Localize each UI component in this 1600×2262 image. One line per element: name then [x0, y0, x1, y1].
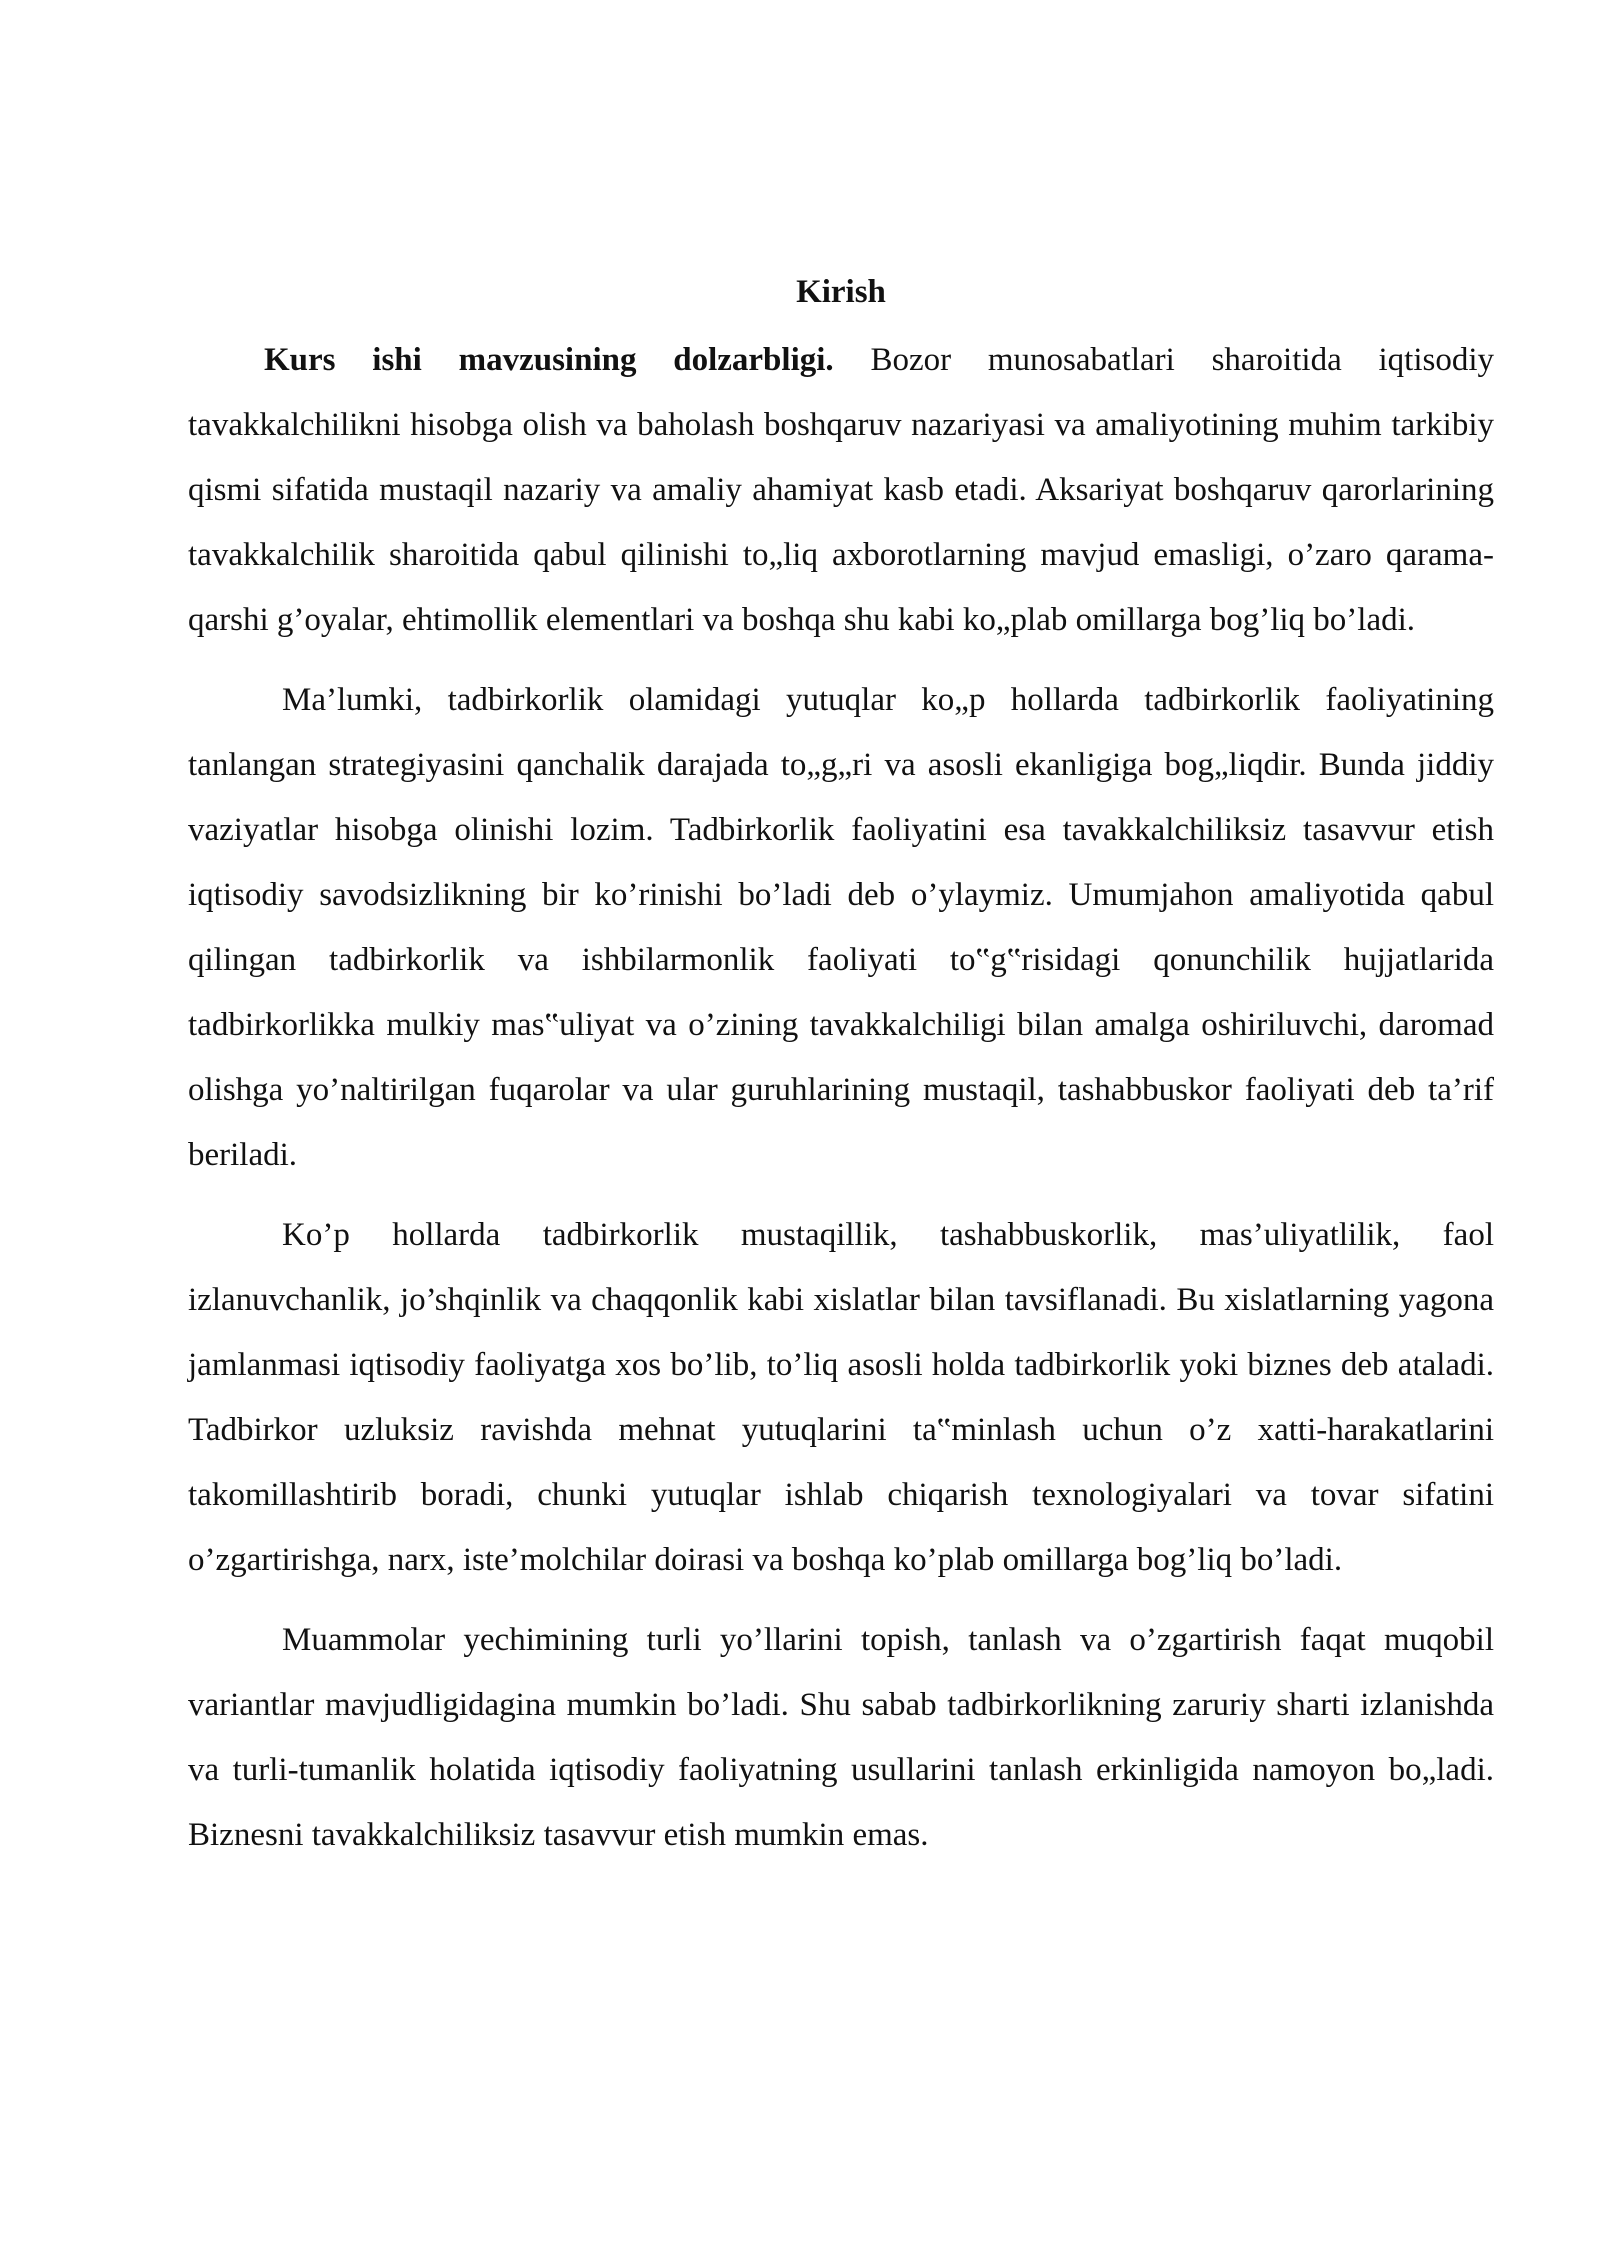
- page-content: [188, 262, 1494, 1883]
- paragraph-3: Ko’p hollarda tadbirkorlik mustaqillik, tashabbuskorlik, mas’uliyatlilik, faol izlanuvchanlik, jo’shqinlik va chaqqonlik kabi xislatlar bilan tavsiflanadi. Bu xislatlarning yagona jamlanmasi iqtisodiy faoliyatga xos bo’lib, to’liq asosli holda tadbirkorlik yoki biznes deb ataladi. Tadbirkor uzluksiz ravishda mehnat yutuqlarini ta‟minlash uchun o’z xatti-harakatlarini takomillashtirib boradi, chunki yutuqlar ishlab chiqarish texnologiyalari va tovar sifatini o’zgartirishga, narx, iste’molchilar doirasi va boshqa ko’plab omillarga bog’liq bo’ladi.: [188, 1217, 1494, 1578]
- paragraph-4: Muammolar yechimining turli yo’llarini topish, tanlash va o’zgartirish faqat muqobil variantlar mavjudligidagina mumkin bo’ladi. Shu sabab tadbirkorlikning zaruriy sharti izlanishda va turli-tumanlik holatida iqtisodiy faoliyatning usullarini tanlash erkinligida namoyon bo„ladi. Biznesni tavakkalchiliksiz tasavvur etish mumkin emas.: [188, 1622, 1494, 1853]
- paragraph-2: Ma’lumki, tadbirkorlik olamidagi yutuqlar ko„p hollarda tadbirkorlik faoliyatining tanlangan strategiyasini qanchalik darajada to„g„ri va asosli ekanligiga bog„liqdir. Bunda jiddiy vaziyatlar hisobga olinishi lozim. Tadbirkorlik faoliyatini esa tavakkalchiliksiz tasavvur etish iqtisodiy savodsizlikning bir ko’rinishi bo’ladi deb o’ylaymiz. Umumjahon amaliyotida qabul qilingan tadbirkorlik va ishbilarmonlik faoliyati to‟g‟risidagi qonunchilik hujjatlarida tadbirkorlikka mulkiy mas‟uliyat va o’zining tavakkalchiligi bilan amalga oshiriluvchi, daromad olishga yo’naltirilgan fuqarolar va ular guruhlarining mustaqil, tashabbuskor faoliyati deb ta’rif beriladi.: [188, 682, 1494, 1173]
- paragraph-1-text: Bozor munosabatlari sharoitida iqtisodiy tavakkalchilikni hisobga olish va baholash boshqaruv nazariyasi va amaliyotining muhim tarkibiy qismi sifatida mustaqil nazariy va amaliy ahamiyat kasb etadi. Aksariyat boshqaruv qarorlarining tavakkalchilik sharoitida qabul qilinishi to„liq axborotlarning mavjud emasligi, o’zaro qarama-qarshi g’oyalar, ehtimollik elementlari va boshqa shu kabi ko„plab omillarga bog’liq bo’ladi.: [188, 342, 1495, 638]
- section-heading: Kirish: [796, 274, 886, 310]
- paragraph-1-lead: Kurs ishi mavzusining dolzarbligi.: [264, 342, 834, 378]
- paragraph-1: [188, 328, 1494, 653]
